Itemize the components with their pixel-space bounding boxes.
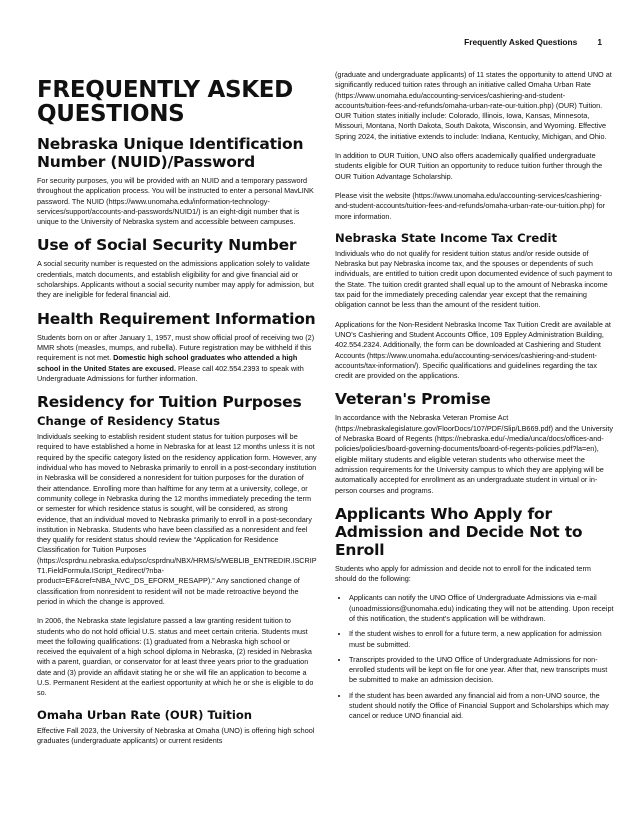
tax-credit-paragraph-2: Applications for the Non-Resident Nebraska Income Tax Tuition Credit are available at UNO’s Cashiering and Student Accounts Office, 109 Eppley Administration Building, 402.554.2324. Additionally, the form can be downloaded at Cashiering and Student Accounts (https://www.unomaha.edu/accounting-services/cashiering-and-student-accounts/tax-information/). Specific qualifications and guidelines regarding the tax credit are provided on the applications. (335, 319, 611, 381)
left-column (37, 70, 317, 755)
page-number: 1 (597, 37, 602, 47)
tax-credit-paragraph-1: Individuals who do not qualify for resident tuition status and/or reside outside of Nebraska but pay Nebraska income tax, and the spouses or dependents of such individuals, are entitled to tuition credit upon documented evidence of such payment to the State. The tuition credit granted shall equal up to the amount of Nebraska income tax paid for the immediately preceding calendar year except that the remaining obligation cannot be less than the amount of the resident tuition. (335, 248, 613, 310)
tax-credit-heading: Nebraska State Income Tax Credit (335, 230, 558, 245)
our-heading: Omaha Urban Rate (OUR) Tuition (37, 707, 253, 722)
two-column-layout (37, 70, 614, 755)
not-enroll-heading: Applicants Who Apply for Admission and Decide Not to Enroll (335, 504, 583, 559)
health-text-bold: Domestic high school graduates who attended a high school in the United States are excused. (37, 353, 298, 373)
page-title: FREQUENTLY ASKED QUESTIONS (37, 77, 293, 127)
nuid-paragraph: For security purposes, you will be provided with an NUID and a temporary password throughout the application process. You will be instructed to enter a personal MavLINK password. The NUID (https://www.unomaha.edu/information-technology-services/support/accounts-and-passwords/NUID1/) is an eight-digit number that is unique to the University of Nebraska system and accessible between campuses. (37, 176, 314, 227)
our-paragraph-start: Effective Fall 2023, the University of Nebraska at Omaha (UNO) is offering high school graduates (undergraduate applicants) or current residents (37, 725, 315, 745)
ssn-paragraph: A social security number is requested on the admissions application solely to validate credentials, match documents, and establish eligibility for and give financial aid or scholarships. Applicants without a social security number may apply for admission, but they are ineligible for federal financial aid. (37, 259, 314, 300)
health-paragraph (37, 333, 317, 384)
health-text-1: Students born on or after January 1, 1957, must show official proof of receiving two (2) MMR shots (measles, mumps, and rubella). Future registration may be withheld if this requirement is not met. (37, 332, 315, 363)
health-text-2: Please call 402.554.2393 to speak with Undergraduate Admissions for further information. (37, 363, 304, 383)
residency-paragraph-1: Individuals seeking to establish resident student status for tuition purposes will be required to have established a home in Nebraska for at least 12 months unless it is not required by the specific category listed on the residency application form. However, any individual who has moved to Nebraska primarily to enroll in a post-secondary institution in Nebraska will be considered a nonresident for tuition purposes for the duration of their attendance. Enrolling more than halftime for any term at a university, college, or community college in Nebraska during the 12 months immediately preceding the term or semester for which residence status is sought, will be considered, as strong evidence, that an individual moved to Nebraska primarily to enroll in a post-secondary institution in Nebraska. Students who have been classified as a nonresident and feel they qualify for resident status should review the “Application for Residence Classification for Tuition Purposes (https://csprdnu.nebraska.edu/psc/csprdnu/NBX/HRMS/s/WEBLIB_ENTREDIR.ISCRIPT1.FieldFormula.IScript_Redirect/?nba-product=EF&cref=NBA_NVC_DS_EFORM_RESAPP).” Any sanctioned change of classification from nonresident to resident will not be made retroactive beyond the period in which the change is approved. (37, 432, 317, 606)
residency-subheading: Change of Residency Status (37, 414, 221, 429)
veteran-heading: Veteran's Promise (335, 390, 491, 409)
our-paragraph-cont: (graduate and undergraduate applicants) of 11 states the opportunity to attend UNO at significantly reduced tuition rates through an initiative called Omaha Urban Rate (https://www.unomaha.edu/accounting-services/cashiering-and-student-accounts/tuition-fees-and-refunds/omaha-urban-rate-our-tuition.php) (OUR) Tuition. OUR Tuition states initially include: Colorado, Illinois, Iowa, Kansas, Minnesota, Missouri, Montana, North Dakota, South Dakota, Wisconsin, and Wyoming. Effective Spring 2024, the initiative extends to include: Indiana, Kentucky, Michigan, and Ohio. (335, 70, 612, 141)
list-item: • Transcripts provided to the UNO Office of Undergraduate Admissions for non-enrolled students will be kept on file for one year. After that, new transcripts must be submitted to make an admission decision. (349, 655, 614, 686)
running-header-title: Frequently Asked Questions (464, 37, 578, 47)
our-website-paragraph: Please visit the website (https://www.unomaha.edu/accounting-services/cashiering-and-student-accounts/tuition-fees-and-refunds/omaha-urban-rate-our-tuition.php) for more information. (335, 190, 606, 221)
nuid-heading: Nebraska Unique Identification Number (NUID)/Password (37, 135, 304, 171)
ssn-heading: Use of Social Security Number (37, 236, 297, 255)
list-item: • If the student wishes to enroll for a future term, a new application for admission must be submitted. (349, 629, 614, 650)
not-enroll-intro: Students who apply for admission and decide not to enroll for the indicated term should do the following: (335, 563, 591, 584)
list-item: • If the student has been awarded any financial aid from a non-UNO source, the student should notify the Office of Financial Support and Scholarships which may cancel or reduce UNO financial aid. (349, 691, 614, 722)
list-item: • Applicants can notify the UNO Office of Undergraduate Admissions via e-mail (unoadmissions@unomaha.edu) indicating they will not be attending. Upon receipt of this notification, the student’s application will be withdrawn. (349, 593, 614, 624)
running-header (464, 37, 602, 47)
health-heading: Health Requirement Information (37, 309, 316, 328)
not-enroll-list (335, 593, 614, 721)
our-advantage-paragraph: In addition to OUR Tuition, UNO also offers academically qualified undergraduate students eligible for OUR Tuition an opportunity to reduce tuition further through the OUR Tuition Advantage Scholarship. (335, 151, 603, 181)
right-column (335, 70, 614, 755)
residency-heading: Residency for Tuition Purposes (37, 393, 302, 412)
veteran-paragraph: In accordance with the Nebraska Veteran Promise Act (https://nebraskalegislature.gov/FloorDocs/107/PDF/Slip/LB669.pdf) and the University of Nebraska Board of Regents (https://nebraska.edu/-/media/unca/docs/offices-and-policies/policies/board-governing-documents/board-of-regents-policies.pdf?la=en), eligible military students and eligible veteran students who otherwise meet the admission requirements for the University campus to which they are applying will be automatically accepted for enrollment as an undergraduate student in virtual or in-person courses and programs. (335, 413, 614, 495)
residency-paragraph-2: In 2006, the Nebraska state legislature passed a law granting resident tuition to students who do not hold official U.S. status and meet certain criteria. Students must meet the following qualifications: (1) graduated from a Nebraska high school or received the equivalent of a high school diploma in Nebraska, (2) resided in Nebraska with a parent, guardian, or conservator for at least three years prior to the graduation date and (3) provide an affidavit stating he or she will file an application to become a U.S. Permanent Resident at the earliest opportunity at which he or she is eligible to do so. (37, 616, 314, 698)
